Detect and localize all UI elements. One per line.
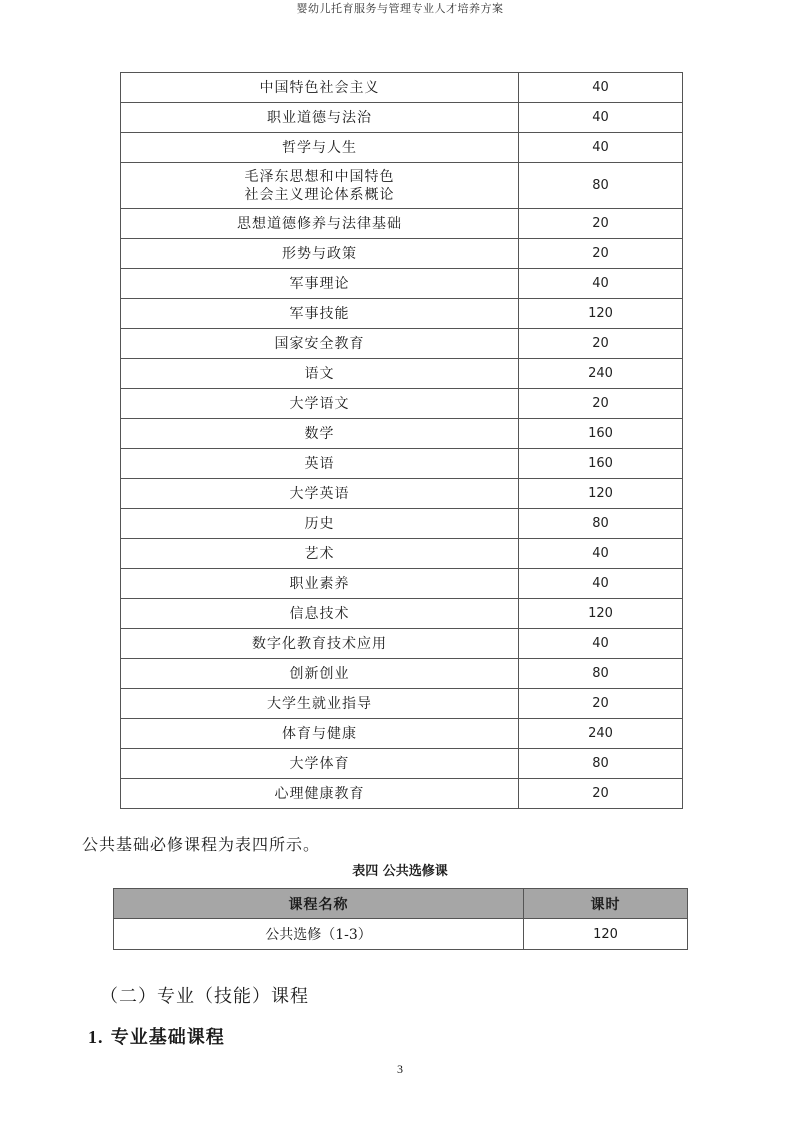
table-header-row [114,889,688,919]
table-row [121,239,683,269]
table-row [121,659,683,689]
course-name: 职业素养 [121,569,519,599]
course-name: 公共选修（1-3） [114,919,524,950]
table-row [121,749,683,779]
table-row [121,689,683,719]
course-name: 军事理论 [121,269,519,299]
table-row [121,389,683,419]
course-hours: 20 [519,239,683,269]
course-hours: 40 [519,133,683,163]
course-name-line: 社会主义理论体系概论 [244,186,395,203]
course-name: 哲学与人生 [121,133,519,163]
table-row [121,719,683,749]
table-row [121,479,683,509]
course-name: 国家安全教育 [121,329,519,359]
table-caption: 表四 公共选修课 [352,864,448,879]
table-row [121,539,683,569]
course-hours: 160 [519,449,683,479]
course-hours: 80 [519,509,683,539]
table-row [121,329,683,359]
subsection-heading [88,1023,225,1049]
course-name: 创新创业 [121,659,519,689]
table-row [121,779,683,809]
column-header-hours: 课时 [524,889,688,919]
course-name: 语文 [121,359,519,389]
course-name: 大学语文 [121,389,519,419]
course-name: 大学生就业指导 [121,689,519,719]
course-hours: 40 [519,73,683,103]
subsection-title: 专业基础课程 [110,1027,225,1048]
course-hours: 20 [519,689,683,719]
course-hours: 40 [519,569,683,599]
course-hours: 240 [519,719,683,749]
course-hours: 40 [519,629,683,659]
course-hours: 120 [519,479,683,509]
table-row [121,133,683,163]
course-hours: 240 [519,359,683,389]
course-hours: 160 [519,419,683,449]
course-name: 中国特色社会主义 [121,73,519,103]
course-hours: 120 [519,299,683,329]
table-row [121,599,683,629]
course-name: 历史 [121,509,519,539]
course-name-line: 毛泽东思想和中国特色 [244,168,395,185]
course-hours: 120 [524,919,688,950]
table-row [121,569,683,599]
course-name: 形势与政策 [121,239,519,269]
course-hours: 20 [519,329,683,359]
table-row [121,419,683,449]
course-hours: 40 [519,103,683,133]
page-number: 3 [397,1062,403,1076]
course-name: 大学体育 [121,749,519,779]
course-name: 数学 [121,419,519,449]
table-row [121,163,683,209]
course-name: 职业道德与法治 [121,103,519,133]
table-row [121,509,683,539]
course-hours: 80 [519,749,683,779]
subsection-number: 1. [88,1027,104,1047]
table-row [121,299,683,329]
table-row [121,269,683,299]
page-header: 婴幼儿托育服务与管理专业人才培养方案 [296,2,504,15]
course-hours: 40 [519,539,683,569]
column-header-course-name: 课程名称 [114,889,524,919]
course-name: 艺术 [121,539,519,569]
section-heading: （二）专业（技能）课程 [100,986,309,1007]
course-name [121,163,519,209]
course-name: 军事技能 [121,299,519,329]
course-name: 心理健康教育 [121,779,519,809]
table-row [121,209,683,239]
course-name: 数字化教育技术应用 [121,629,519,659]
table-row [114,919,688,950]
course-hours: 40 [519,269,683,299]
course-hours: 20 [519,389,683,419]
course-name: 体育与健康 [121,719,519,749]
table-row [121,629,683,659]
table-row [121,449,683,479]
course-hours: 80 [519,659,683,689]
course-hours: 20 [519,779,683,809]
course-hours: 80 [519,163,683,209]
table-row [121,73,683,103]
course-name: 思想道德修养与法律基础 [121,209,519,239]
table-row [121,359,683,389]
course-hours: 120 [519,599,683,629]
course-name: 英语 [121,449,519,479]
course-hours: 20 [519,209,683,239]
table-row [121,103,683,133]
elective-course-table [113,888,688,950]
body-paragraph: 公共基础必修课程为表四所示。 [82,835,321,854]
compulsory-course-table [120,72,683,809]
course-name: 信息技术 [121,599,519,629]
course-name: 大学英语 [121,479,519,509]
